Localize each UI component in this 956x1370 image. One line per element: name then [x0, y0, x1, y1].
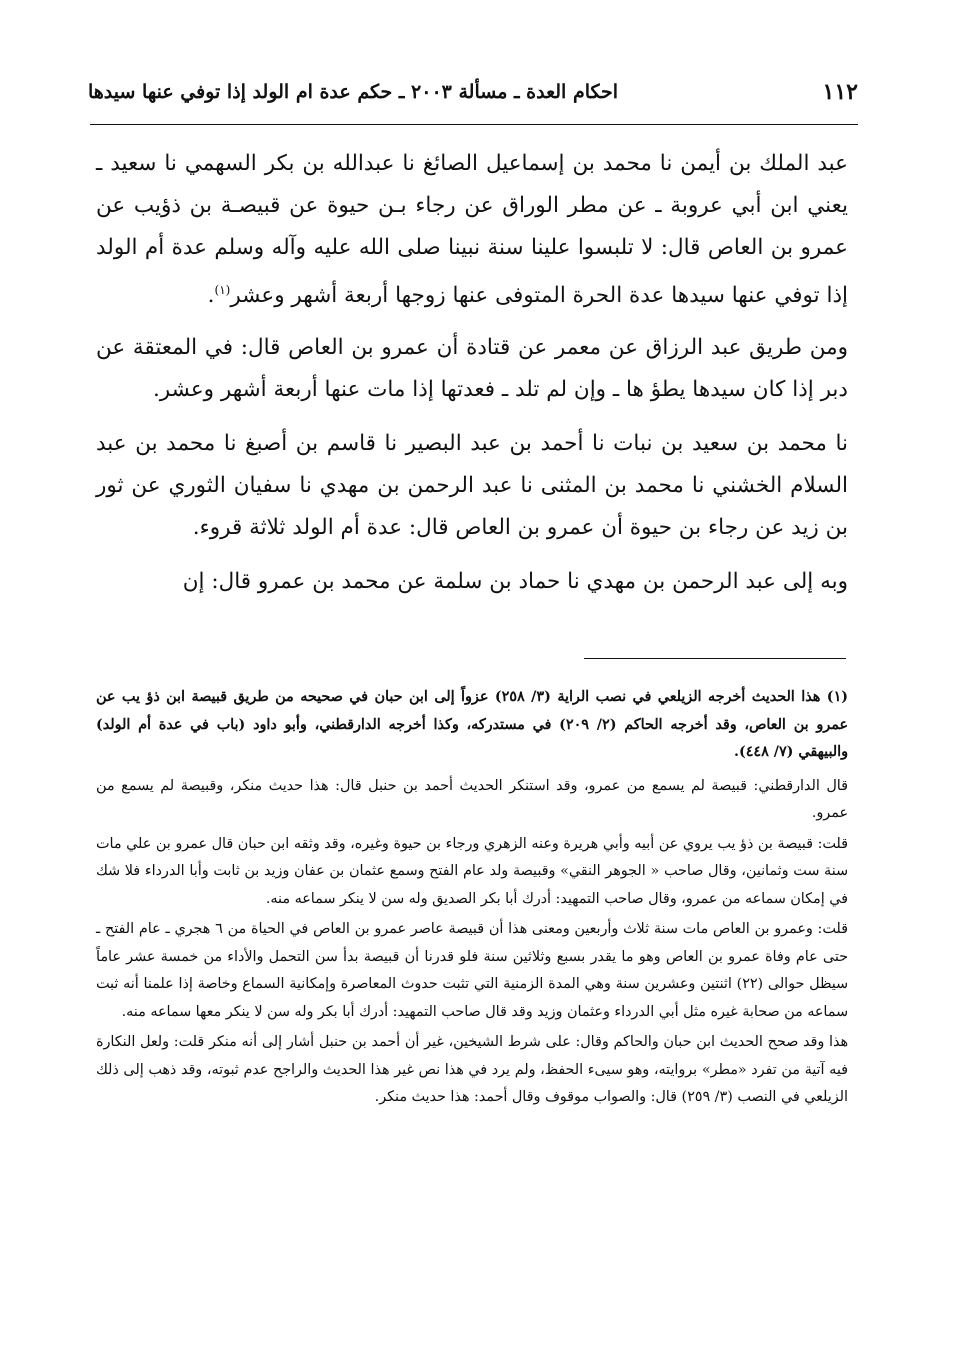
running-title: احكام العدة ـ مسألة ٢٠٠٣ ـ حكم عدة ام الولد إذا توفي عنها سيدها — [88, 81, 619, 103]
footnote-paragraph: هذا وقد صحح الحديث ابن حبان والحاكم وقال: على شرط الشيخين، غير أن أحمد بن حنبل أشار إلى أنه منكر قلت: ولعل النكارة فيه آتية من تفرد «مطر» بروايته، وهو سيىء الحفظ، ولم يرد في هذا نص غير هذا الحديث والراجح عدم ثبوته، وقد ذهب إلى ذلك الزيلعي في النصب (٣/ ٢٥٩) قال: والصواب موقوف وقال أحمد: هذا حديث منكر. — [96, 1034, 848, 1105]
footnote-main-text: هذا الحديث أخرجه الزيلعي في نصب الراية (٣/ ٢٥٨) عزواً إلى ابن حبان في صحيحه من طريق قبيصة ابن ذؤ يب عن عمرو بن العاص، وقد أخرجه الحاكم (٢/ ٢٠٩) في مستدركه، وكذا أخرجه الدارقطني، وأبو داود (باب في عدة أم الولد) والبيهقي (٧/ ٤٤٨). — [96, 689, 848, 760]
footnote-paragraph: قلت: قبيصة بن ذؤ يب يروي عن أبيه وأبي هريرة وعنه الزهري ورجاء بن حيوة وغيره، وقد وثقه ابن حبان قال عمرو بن علي مات سنة ست وثمانين، وقال صاحب « الجوهر النقي» وقبيصة ولد عام الفتح وسمع عثمان بن عفان وزيد بن ثابت وأبا الدرداء فلا شك في إمكان سماعه من عمرو، وقال صاحب التمهيد: أدرك أبا بكر الصديق وله سن لا ينكر سماعه منه. — [96, 835, 848, 907]
body-paragraph — [96, 143, 848, 317]
footnote-paragraph: قلت: وعمرو بن العاص مات سنة ثلاث وأربعين ومعنى هذا أن قبيصة عاصر عمرو بن العاص في الحياة من ٦ هجري ـ عام الفتح ـ حتى عام وفاة عمرو بن العاص وهو ما يقدر بسبع وثلاثين سنة فلو قدرنا أن قبيصة بدأ سن التحمل والأداء من خمسة عشر عاماً سيظل حوالى (٢٢) اثنتين وعشرين سنة وهي المدة الزمنية التي تثبت حدوث المعاصرة وإمكانية السماع وخاصة إذا علمنا أنه ثبت سماعه من صحابة غيره مثل أبي الدرداء وعثمان وزيد وقد قال صاحب التمهيد: أدرك أبا بكر وله سن لا ينكر معها سماعه منه. — [96, 921, 848, 1020]
footnote-paragraph — [96, 684, 848, 767]
body-paragraph-tail: . — [207, 283, 215, 309]
footnote-reference: (١) — [214, 283, 231, 297]
page-number: ١١٢ — [822, 79, 858, 105]
main-text — [96, 143, 848, 615]
body-paragraph: نا محمد بن سعيد بن نبات نا أحمد بن عبد البصير نا قاسم بن أصبغ نا محمد بن عبد السلام الخشني نا محمد بن المثنى نا عبد الرحمن بن مهدي نا سفيان الثوري عن ثور بن زيد عن رجاء بن حيوة أن عمرو بن العاص قال: عدة أم الولد ثلاثة قروء. — [96, 431, 848, 541]
footnotes — [96, 684, 848, 1115]
footnote-divider — [584, 658, 846, 659]
page-header — [88, 72, 858, 112]
footnote-paragraph: قال الدارقطني: قبيصة لم يسمع من عمرو، وقد استنكر الحديث أحمد بن حنبل قال: هذا حديث منكر، وقبيصة لم يسمع من عمرو. — [96, 777, 848, 821]
footnote-marker: (١) — [826, 689, 849, 705]
body-paragraph: ومن طريق عبد الرزاق عن معمر عن قتادة أن عمرو بن العاص قال: في المعتقة عن دبر إذا كان سيدها يطؤ ها ـ وإن لم تلد ـ فعدتها إذا مات عنها أربعة أشهر وعشر. — [96, 335, 848, 403]
body-paragraph: وبه إلى عبد الرحمن بن مهدي نا حماد بن سلمة عن محمد بن عمرو قال: إن — [182, 569, 848, 595]
body-paragraph-text: عبد الملك بن أيمن نا محمد بن إسماعيل الصائغ نا عبدالله بن بكر السهمي نا سعيد ـ يعني ابن أبي عروبة ـ عن مطر الوراق عن رجاء بـن حيوة عن قبيصـة بن ذؤيب عن عمرو بن العاص قال: لا تلبسوا علينا سنة نبينا صلى الله عليه وآله وسلم عدة أم الولد إذا توفي عنها سيدها عدة الحرة المتوفى عنها زوجها أربعة أشهر وعشر — [96, 151, 848, 309]
header-divider — [90, 124, 858, 125]
